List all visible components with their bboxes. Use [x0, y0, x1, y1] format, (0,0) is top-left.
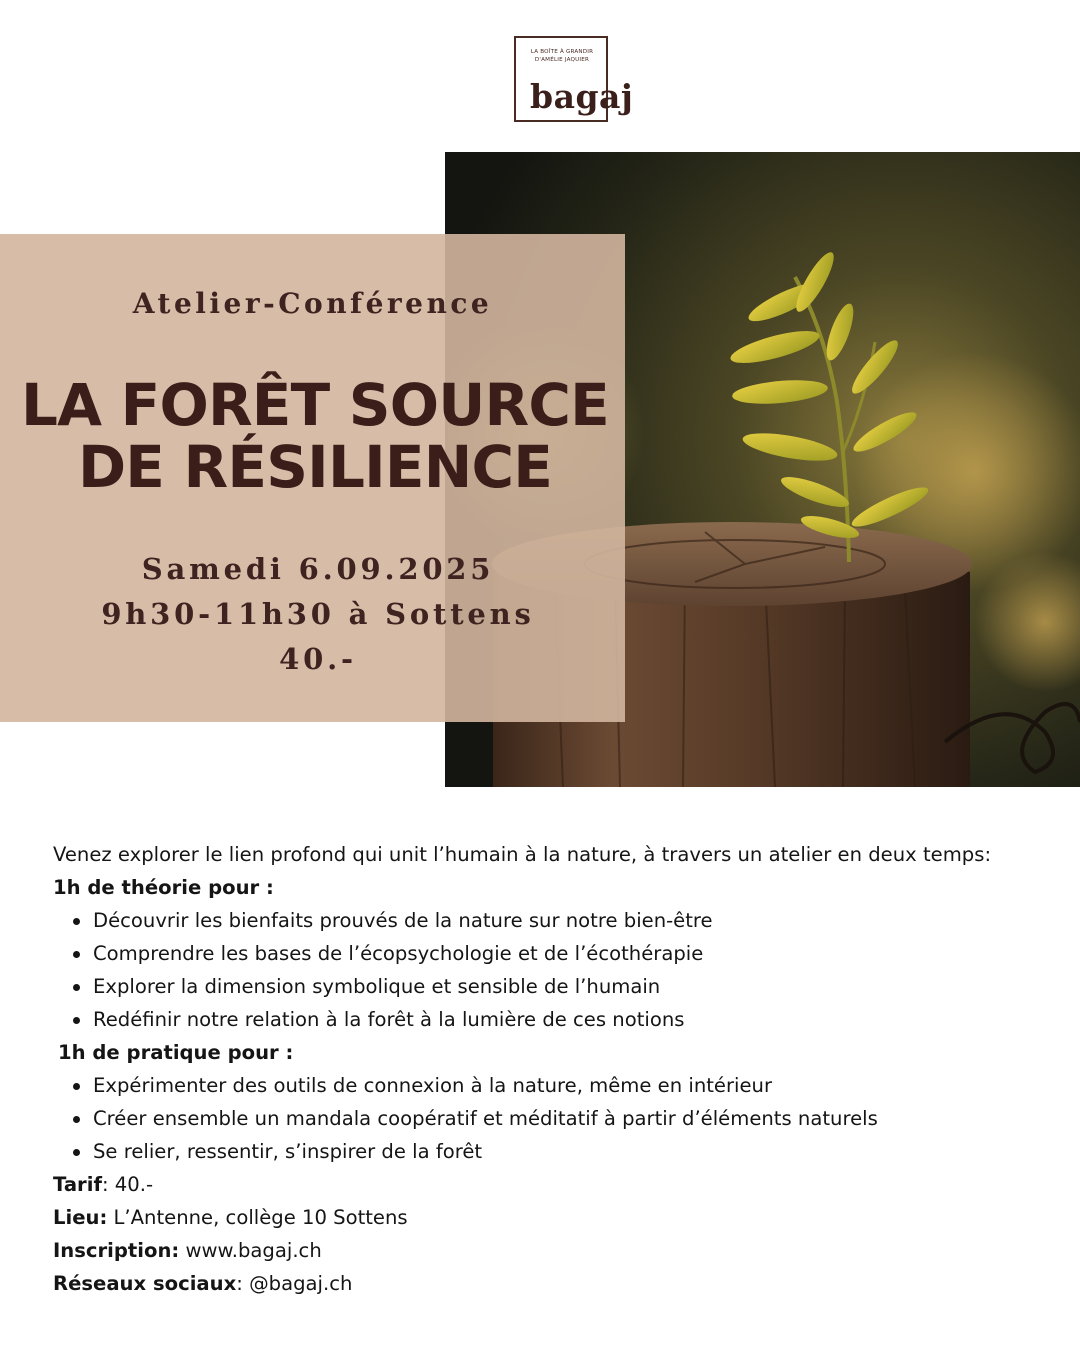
reseaux-label: Réseaux sociaux [53, 1272, 237, 1295]
list-item: Comprendre les bases de l’écopsychologie et de l’écothérapie [93, 937, 1063, 970]
list-item: Explorer la dimension symbolique et sensible de l’humain [93, 970, 1063, 1003]
tarif-label: Tarif [53, 1173, 102, 1196]
list-item: Créer ensemble un mandala coopératif et méditatif à partir d’éléments naturels [93, 1102, 1063, 1135]
logo-wordmark: bagaj [530, 77, 634, 116]
event-price: 40.- [279, 642, 357, 676]
event-title [10, 371, 620, 501]
theory-heading [53, 871, 1063, 904]
event-schedule [0, 547, 636, 682]
tarif-line [53, 1168, 1063, 1201]
event-details [53, 838, 1063, 1300]
tarif-value: : 40.- [101, 1173, 154, 1196]
lieu-value: L’Antenne, collège 10 Sottens [107, 1206, 408, 1229]
logo-tagline [522, 49, 602, 64]
intro-text: Venez explorer le lien profond qui unit l’humain à la nature, à travers un atelier en deux temps: [53, 843, 992, 866]
practice-heading [53, 1036, 1063, 1069]
lieu-line [53, 1201, 1063, 1234]
theory-heading-text: 1h de théorie pour : [53, 876, 274, 899]
event-date: Samedi 6.09.2025 [141, 552, 495, 586]
practice-heading-text: 1h de pratique pour : [58, 1041, 294, 1064]
event-title-line1: LA FORÊT SOURCE [20, 371, 610, 439]
practice-list [53, 1069, 1063, 1168]
inscription-line [53, 1234, 1063, 1267]
event-title-line2: DE RÉSILIENCE [77, 433, 553, 501]
event-type: Atelier-Conférence [132, 287, 493, 320]
inscription-link[interactable]: www.bagaj.ch [179, 1239, 322, 1262]
list-item: Se relier, ressentir, s’inspirer de la forêt [93, 1135, 1063, 1168]
logo-tagline-line2: D'AMÉLIE JAQUIER [534, 56, 590, 63]
list-item: Redéfinir notre relation à la forêt à la lumière de ces notions [93, 1003, 1063, 1036]
list-item: Découvrir les bienfaits prouvés de la nature sur notre bien-être [93, 904, 1063, 937]
inscription-label: Inscription: [53, 1239, 180, 1262]
event-time-place: 9h30-11h30 à Sottens [101, 597, 535, 631]
list-item: Expérimenter des outils de connexion à la nature, même en intérieur [93, 1069, 1063, 1102]
logo-tagline-line1: LA BOÎTE À GRANDIR [530, 49, 594, 55]
theory-list [53, 904, 1063, 1036]
bagaj-logo [514, 36, 634, 122]
lieu-label: Lieu: [53, 1206, 108, 1229]
reseaux-line [53, 1267, 1063, 1300]
social-handle[interactable]: : @bagaj.ch [236, 1272, 353, 1295]
